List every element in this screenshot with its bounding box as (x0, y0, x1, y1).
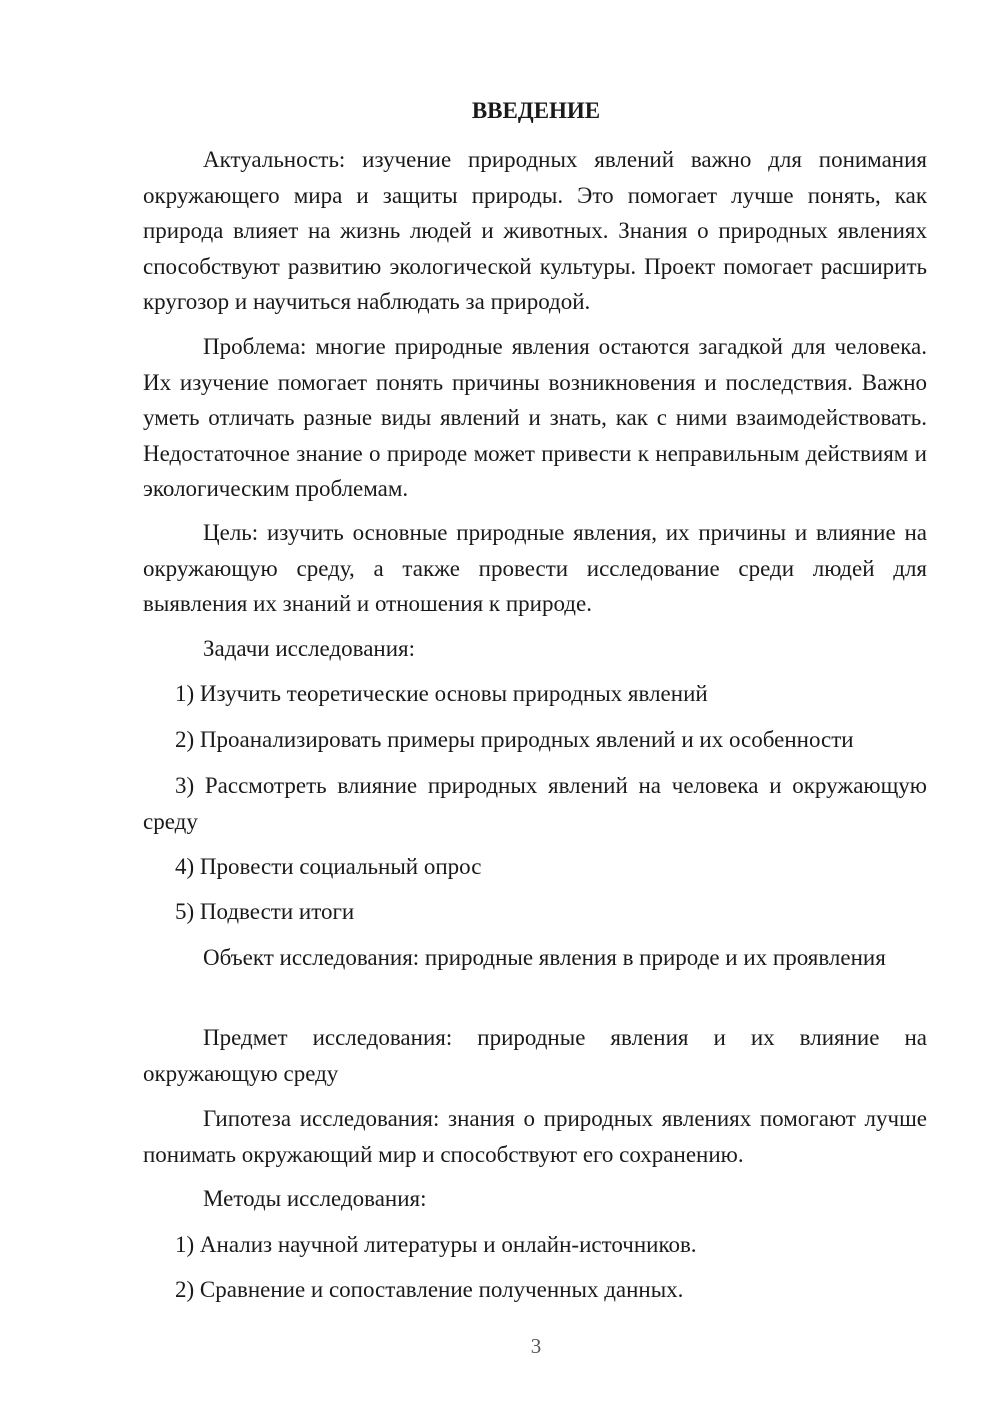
paragraph-relevance: Актуальность: изучение природных явлений важно для понимания окружающего мира и защиты природы. Это помогает лучше понять, как природа влияет на жизнь людей и животных. Знания о природных явлениях способствуют развитию экологической культуры. Проект помогает расширить кругозор и научиться наблюдать за природой. (143, 147, 927, 314)
paragraph-methods-title: Методы исследования: (203, 1186, 427, 1211)
list-item-method-1: 1) Анализ научной литературы и онлайн-источников. (175, 1232, 697, 1257)
list-item-task-1: 1) Изучить теоретические основы природных явлений (175, 681, 708, 706)
paragraph-object: Объект исследования: природные явления в природе и их проявления (203, 945, 886, 970)
section-heading: ВВЕДЕНИЕ (471, 98, 601, 123)
paragraph-subject: Предмет исследования: природные явления и их влияние на окружающую среду (143, 1025, 927, 1086)
list-item-method-2: 2) Сравнение и сопоставление полученных данных. (175, 1277, 684, 1302)
list-item-task-5: 5) Подвести итоги (175, 899, 355, 924)
paragraph-goal: Цель: изучить основные природные явления, их причины и влияние на окружающую среду, а также провести исследование среди людей для выявления их знаний и отношения к природе. (143, 520, 927, 616)
paragraph-tasks-title: Задачи исследования: (203, 636, 416, 661)
paragraph-problem: Проблема: многие природные явления остаются загадкой для человека. Их изучение помогает понять причины возникновения и последствия. Важно уметь отличать разные виды явлений и знать, как с ними взаимодействовать. Недостаточное знание о природе может привести к неправильным действиям и экологическим проблемам. (143, 334, 927, 501)
list-item-task-3: 3) Рассмотреть влияние природных явлений на человека и окружающую среду (143, 773, 927, 834)
list-item-task-2: 2) Проанализировать примеры природных явлений и их особенности (175, 727, 854, 752)
list-item-task-4: 4) Провести социальный опрос (175, 854, 482, 879)
paragraph-hypothesis: Гипотеза исследования: знания о природных явлениях помогают лучше понимать окружающий мир и способствуют его сохранению. (143, 1106, 927, 1167)
page-number: 3 (530, 1334, 542, 1358)
